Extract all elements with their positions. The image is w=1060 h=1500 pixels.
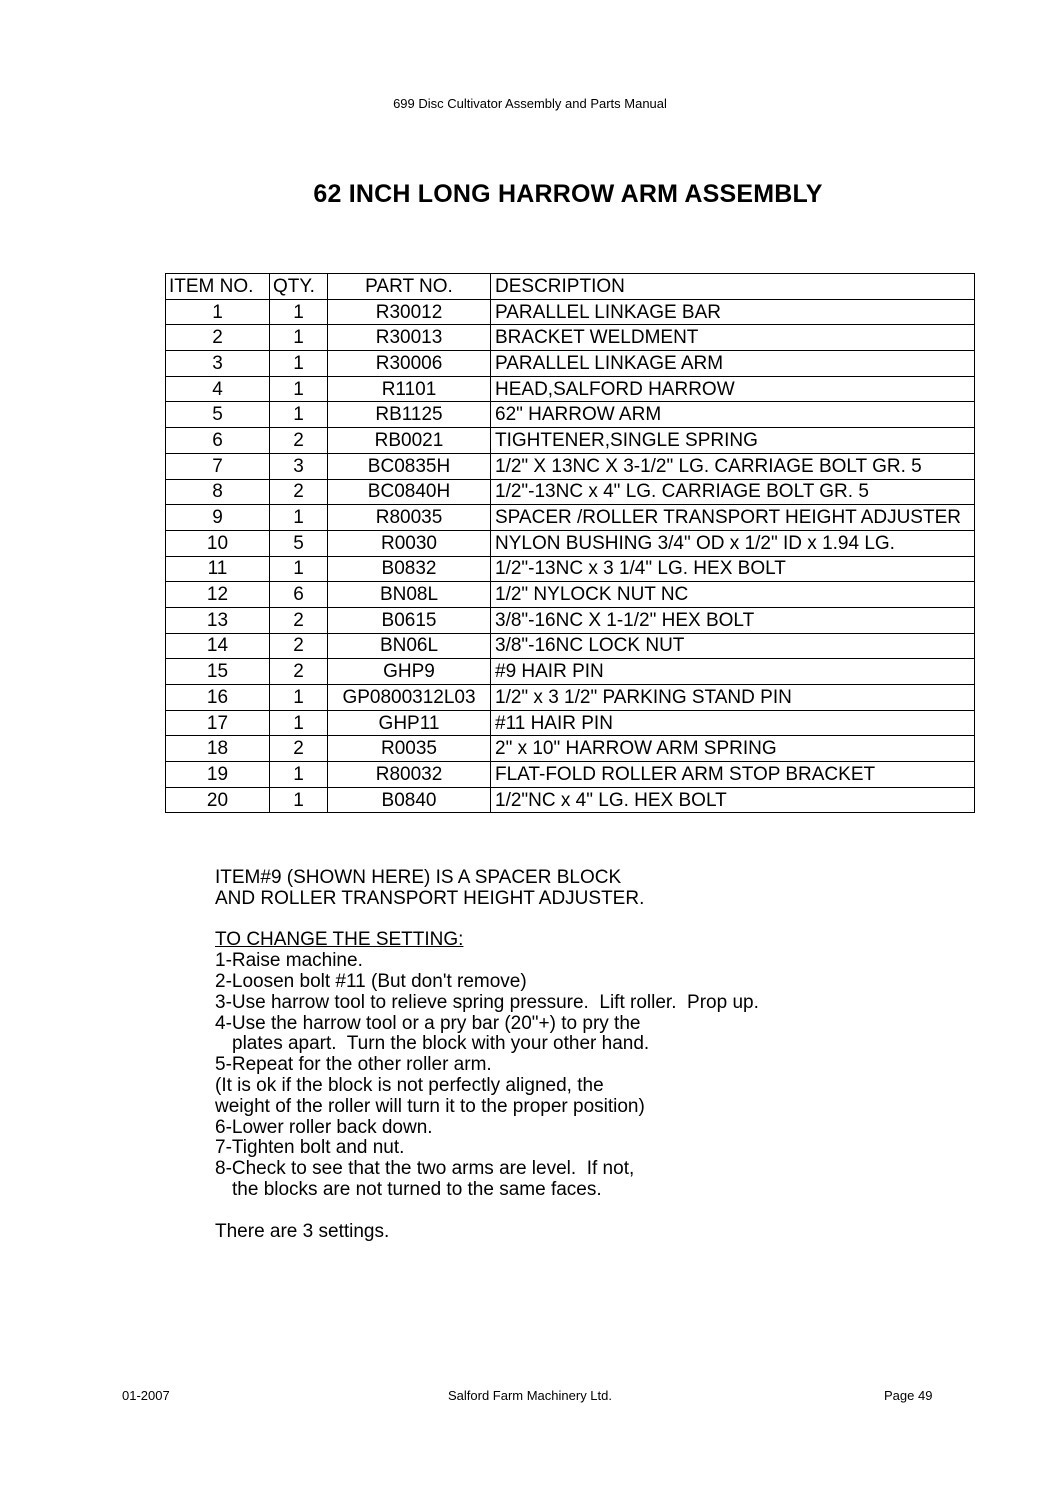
- cell-description: SPACER /ROLLER TRANSPORT HEIGHT ADJUSTER: [491, 505, 975, 531]
- cell-part-no: GHP9: [328, 659, 491, 685]
- cell-part-no: B0840: [328, 787, 491, 813]
- settings-count-note: There are 3 settings.: [215, 1220, 390, 1242]
- instruction-note: weight of the roller will turn it to the proper position): [215, 1095, 645, 1117]
- intro-line: AND ROLLER TRANSPORT HEIGHT ADJUSTER.: [215, 887, 645, 909]
- cell-part-no: GP0800312L03: [328, 685, 491, 711]
- cell-item-no: 18: [166, 736, 270, 762]
- cell-item-no: 5: [166, 402, 270, 428]
- cell-part-no: R0030: [328, 530, 491, 556]
- cell-description: NYLON BUSHING 3/4" OD x 1/2" ID x 1.94 LG.: [491, 530, 975, 556]
- table-row: [166, 428, 975, 454]
- cell-qty: 1: [270, 505, 328, 531]
- table-row: [166, 325, 975, 351]
- cell-item-no: 12: [166, 582, 270, 608]
- cell-item-no: 6: [166, 428, 270, 454]
- page-title: 62 INCH LONG HARROW ARM ASSEMBLY: [313, 180, 823, 208]
- cell-part-no: R30013: [328, 325, 491, 351]
- cell-item-no: 1: [166, 299, 270, 325]
- cell-qty: 3: [270, 453, 328, 479]
- cell-part-no: RB0021: [328, 428, 491, 454]
- cell-description: TIGHTENER,SINGLE SPRING: [491, 428, 975, 454]
- instruction-step-continued: the blocks are not turned to the same faces.: [232, 1178, 602, 1200]
- instruction-step: 8-Check to see that the two arms are level. If not,: [215, 1158, 635, 1180]
- table-row: [166, 762, 975, 788]
- column-header-qty: QTY.: [270, 274, 328, 300]
- table-row: [166, 582, 975, 608]
- cell-description: 62" HARROW ARM: [491, 402, 975, 428]
- cell-description: HEAD,SALFORD HARROW: [491, 376, 975, 402]
- cell-part-no: B0832: [328, 556, 491, 582]
- table-row: [166, 659, 975, 685]
- cell-part-no: R80035: [328, 505, 491, 531]
- cell-part-no: R30006: [328, 351, 491, 377]
- table-row: [166, 685, 975, 711]
- instruction-step: 6-Lower roller back down.: [215, 1116, 433, 1138]
- cell-item-no: 15: [166, 659, 270, 685]
- instructions-heading: TO CHANGE THE SETTING:: [215, 929, 464, 951]
- cell-item-no: 17: [166, 710, 270, 736]
- instruction-step-continued: plates apart. Turn the block with your other hand.: [232, 1033, 650, 1055]
- cell-part-no: BC0840H: [328, 479, 491, 505]
- cell-qty: 1: [270, 685, 328, 711]
- cell-description: PARALLEL LINKAGE ARM: [491, 351, 975, 377]
- cell-item-no: 2: [166, 325, 270, 351]
- cell-part-no: R0035: [328, 736, 491, 762]
- instruction-note: (It is ok if the block is not perfectly aligned, the: [215, 1074, 604, 1096]
- table-row: [166, 299, 975, 325]
- column-header-item-no: ITEM NO.: [166, 274, 270, 300]
- instruction-step: 3-Use harrow tool to relieve spring pressure. Lift roller. Prop up.: [215, 991, 759, 1013]
- table-header-row: [166, 274, 975, 300]
- cell-description: 1/2" NYLOCK NUT NC: [491, 582, 975, 608]
- cell-part-no: RB1125: [328, 402, 491, 428]
- table-row: [166, 376, 975, 402]
- cell-description: 1/2"-13NC x 4" LG. CARRIAGE BOLT GR. 5: [491, 479, 975, 505]
- manual-header: 699 Disc Cultivator Assembly and Parts Manual: [393, 96, 667, 111]
- cell-qty: 6: [270, 582, 328, 608]
- cell-description: 3/8"-16NC X 1-1/2" HEX BOLT: [491, 607, 975, 633]
- cell-qty: 1: [270, 762, 328, 788]
- cell-qty: 1: [270, 325, 328, 351]
- cell-part-no: B0615: [328, 607, 491, 633]
- table-row: [166, 607, 975, 633]
- cell-description: 2" x 10" HARROW ARM SPRING: [491, 736, 975, 762]
- table-row: [166, 351, 975, 377]
- cell-item-no: 20: [166, 787, 270, 813]
- table-row: [166, 736, 975, 762]
- cell-qty: 1: [270, 710, 328, 736]
- instruction-step: 4-Use the harrow tool or a pry bar (20"+) to pry the: [215, 1012, 641, 1034]
- cell-item-no: 8: [166, 479, 270, 505]
- instruction-step: 7-Tighten bolt and nut.: [215, 1137, 405, 1159]
- cell-item-no: 9: [166, 505, 270, 531]
- setting-instructions: [215, 868, 1015, 1242]
- cell-part-no: GHP11: [328, 710, 491, 736]
- cell-item-no: 4: [166, 376, 270, 402]
- cell-description: BRACKET WELDMENT: [491, 325, 975, 351]
- instruction-step: 5-Repeat for the other roller arm.: [215, 1054, 492, 1076]
- table-row: [166, 402, 975, 428]
- cell-part-no: BC0835H: [328, 453, 491, 479]
- intro-line: ITEM#9 (SHOWN HERE) IS A SPACER BLOCK: [215, 867, 622, 888]
- footer-page-number: Page 49: [884, 1388, 933, 1403]
- cell-item-no: 7: [166, 453, 270, 479]
- table-row: [166, 505, 975, 531]
- cell-qty: 1: [270, 402, 328, 428]
- cell-qty: 1: [270, 376, 328, 402]
- cell-qty: 2: [270, 428, 328, 454]
- cell-part-no: BN06L: [328, 633, 491, 659]
- table-row: [166, 787, 975, 813]
- cell-part-no: R30012: [328, 299, 491, 325]
- table-row: [166, 556, 975, 582]
- table-row: [166, 453, 975, 479]
- cell-qty: 1: [270, 351, 328, 377]
- cell-description: 1/2" X 13NC X 3-1/2" LG. CARRIAGE BOLT GR. 5: [491, 453, 975, 479]
- cell-qty: 2: [270, 659, 328, 685]
- table-row: [166, 530, 975, 556]
- table-row: [166, 710, 975, 736]
- instruction-step: 2-Loosen bolt #11 (But don't remove): [215, 970, 527, 992]
- parts-table: [165, 273, 975, 813]
- cell-item-no: 11: [166, 556, 270, 582]
- column-header-part-no: PART NO.: [328, 274, 491, 300]
- cell-qty: 1: [270, 787, 328, 813]
- footer-date: 01-2007: [122, 1388, 170, 1403]
- table-row: [166, 479, 975, 505]
- cell-qty: 2: [270, 479, 328, 505]
- cell-description: 1/2" x 3 1/2" PARKING STAND PIN: [491, 685, 975, 711]
- cell-description: FLAT-FOLD ROLLER ARM STOP BRACKET: [491, 762, 975, 788]
- cell-qty: 2: [270, 633, 328, 659]
- cell-description: #9 HAIR PIN: [491, 659, 975, 685]
- footer-company: Salford Farm Machinery Ltd.: [447, 1388, 612, 1403]
- cell-part-no: BN08L: [328, 582, 491, 608]
- cell-description: 1/2"NC x 4" LG. HEX BOLT: [491, 787, 975, 813]
- table-row: [166, 633, 975, 659]
- cell-item-no: 16: [166, 685, 270, 711]
- cell-qty: 5: [270, 530, 328, 556]
- cell-item-no: 19: [166, 762, 270, 788]
- cell-qty: 1: [270, 556, 328, 582]
- cell-description: PARALLEL LINKAGE BAR: [491, 299, 975, 325]
- cell-part-no: R1101: [328, 376, 491, 402]
- cell-qty: 2: [270, 736, 328, 762]
- cell-qty: 1: [270, 299, 328, 325]
- cell-description: 3/8"-16NC LOCK NUT: [491, 633, 975, 659]
- cell-description: #11 HAIR PIN: [491, 710, 975, 736]
- cell-part-no: R80032: [328, 762, 491, 788]
- column-header-description: DESCRIPTION: [491, 274, 975, 300]
- cell-item-no: 3: [166, 351, 270, 377]
- instruction-step: 1-Raise machine.: [215, 950, 363, 972]
- cell-description: 1/2"-13NC x 3 1/4" LG. HEX BOLT: [491, 556, 975, 582]
- cell-item-no: 10: [166, 530, 270, 556]
- cell-item-no: 13: [166, 607, 270, 633]
- cell-qty: 2: [270, 607, 328, 633]
- cell-item-no: 14: [166, 633, 270, 659]
